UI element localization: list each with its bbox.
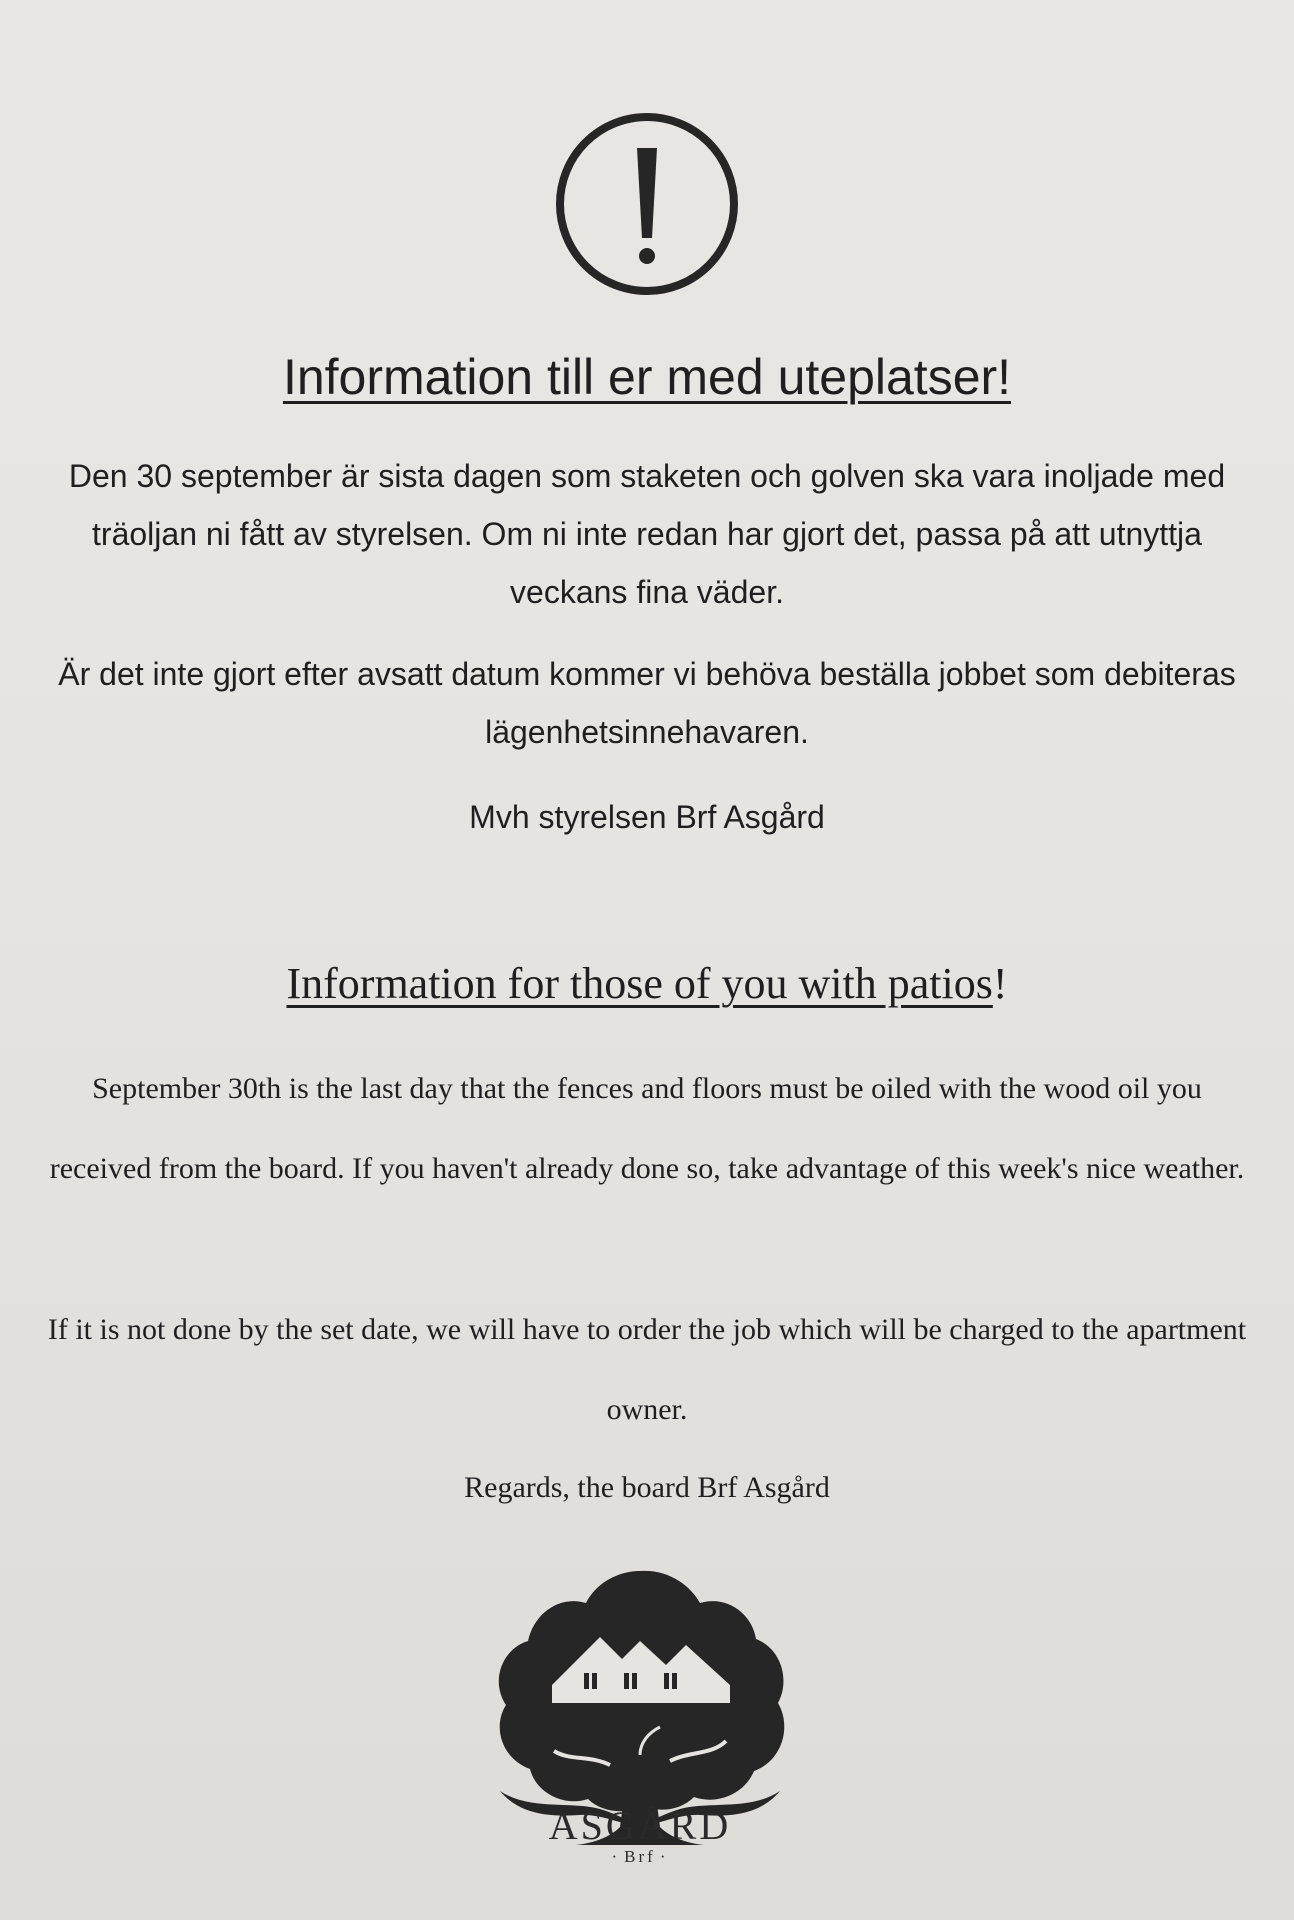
swedish-paragraph-deadline: Den 30 september är sista dagen som staketen och golven ska vara inoljade med träoljan ni fått av styrelsen. Om ni inte redan har gjort det, passa på att utnyttja veckans fina väder. <box>68 458 1226 610</box>
logo-name: ASGÅRD <box>548 1803 732 1848</box>
logo-subtitle: · Brf · <box>490 1847 790 1867</box>
english-heading-punct: ! <box>992 959 1008 1008</box>
swedish-signature: Mvh styrelsen Brf Asgård <box>469 799 825 835</box>
english-heading <box>0 958 1294 1009</box>
exclamation-circle-icon <box>553 110 741 298</box>
english-paragraph-deadline: September 30th is the last day that the fences and floors must be oiled with the wood oil you received from the board. If you haven't already done so, take advantage of this week's nice weather. <box>49 1072 1245 1185</box>
swedish-paragraph-charge: Är det inte gjort efter avsatt datum kommer vi behöva beställa jobbet som debiteras lägenhetsinnehavaren. <box>58 656 1236 750</box>
swedish-heading <box>0 348 1294 406</box>
english-signature: Regards, the board Brf Asgård <box>464 1471 830 1504</box>
swedish-heading-text: Information till er med uteplatser! <box>282 349 1012 405</box>
english-paragraph-charge: If it is not done by the set date, we will have to order the job which will be charged to the apartment owner. <box>47 1313 1247 1426</box>
english-heading-text: Information for those of you with patios <box>286 959 993 1008</box>
